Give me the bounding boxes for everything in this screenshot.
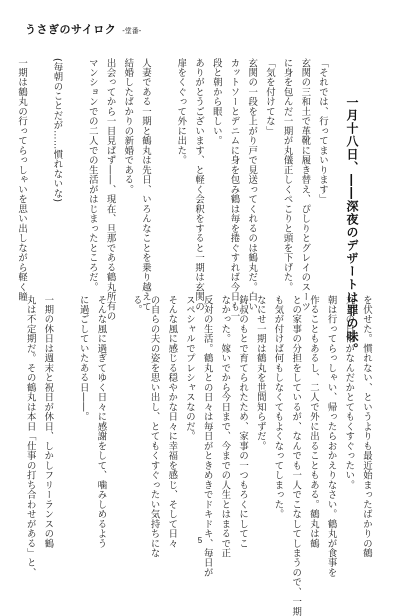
text-line: との家事の分担をしているが、なんでも一人でこなしてしまうので、一期 [290, 295, 302, 616]
text-line: 結婚したばかりの新婚である。 [122, 58, 134, 195]
page-number: 5 [197, 536, 203, 545]
text-line: カットソーとデニムに身を包み鶴は毎を捲ぐすれば今日も一 [228, 58, 240, 321]
text-line: 出会ってから一目見ぱず――、現在、旦那である鶴丸所有の [104, 58, 116, 321]
text-line: 玄関の三和土で革靴に履き替え、ぴしりとグレイのスーツ [299, 58, 311, 312]
text-line: 玄関の一段を上がり戸で見送ってくれるのは鶴丸だ。白い [246, 58, 258, 312]
book-title: うさぎのサイロク [25, 23, 117, 36]
text-line: 丸は不定期だ。その鶴丸は本日「仕事の打ち合わせがある」と、 [24, 295, 36, 578]
text-line: も気が付けば何もしなくてもよくなってしまった。 [272, 295, 284, 520]
text-line: マンションでの二人での生活がはじまったところだ。 [86, 58, 98, 292]
text-line: を伏せた。慣れない、というよりも最近始まったばかりの鶴 [361, 295, 372, 558]
text-line: なにせ一期は鶴丸を世間知らずだ。 [254, 295, 266, 451]
text-line: 「それでは、行ってまいります」 [317, 58, 328, 205]
upper-text-block [16, 58, 331, 321]
text-line: 朝は行ってらっしゃい、帰ったらおかえりなさい。鶴丸が食事を [325, 295, 337, 578]
text-line: 作ることもあるし、二人で外に出ることもある。鶴丸は鶴 [307, 295, 319, 549]
text-line: る。 [130, 295, 142, 315]
lower-text-block [23, 295, 375, 616]
text-line: ありがとうございます、と軽く会釈をすると一期は玄関の [193, 58, 205, 312]
text-line: (毎朝のことだが……慣れないな) [51, 58, 63, 203]
text-line: に身を包んだ一期が丸儀正しくペこりと頭を下げた。 [281, 58, 293, 292]
blank-line [30, 58, 48, 274]
text-line: の自らの夫の姿を思い出し、とてもくすぐったい気持ちにな [148, 295, 160, 558]
text-line: 反対の生活。鶴丸との日々は毎日がときめきでドキドキ、毎日が [201, 295, 213, 578]
text-line: 丸との日常がなんだかとてもくすぐったい。 [343, 295, 355, 490]
blank-line [65, 58, 83, 274]
text-line: に過ごしていたある日――。 [77, 295, 89, 422]
blank-line [154, 58, 172, 274]
text-line: そんな風に過ぎてゆく日々に感謝をして、噛みしめるよう [95, 295, 107, 549]
text-line: そんな風に感じる穏やかな日々に幸福を感じ、そして日々 [166, 295, 178, 549]
text-line: スペシャルでプレシャスなのだ。 [183, 295, 195, 442]
running-header [25, 18, 141, 37]
text-line: 一期の休日は週末と祝日が休日、しかしフリーランスの鶴 [42, 295, 54, 549]
text-line: 鋳叔のもとで育てられたため、家事の一つもろくにしてこ [237, 295, 249, 549]
blank-line [109, 295, 127, 528]
text-line: 「気を付けてな」 [263, 58, 275, 136]
text-line: 段と朝から眼しい。 [210, 58, 222, 146]
text-line: なかった。嫁いでから今日まで、今までの人生とはまるで正 [219, 295, 231, 558]
text-line: 一期は鶴丸の行ってらっしゃいを思い出しながら軽く瞳 [16, 58, 28, 302]
blank-line [56, 295, 74, 528]
book-subtitle: -堂番- [122, 27, 142, 35]
text-line: 扉をくぐって外に出た。 [175, 58, 187, 166]
text-line: 人妻である一期と鶴丸は先日、いろんなことを乗り越えて [139, 58, 151, 312]
chapter-heading: 一月十八日、――深夜のデザートは罪の味。 [345, 96, 359, 356]
